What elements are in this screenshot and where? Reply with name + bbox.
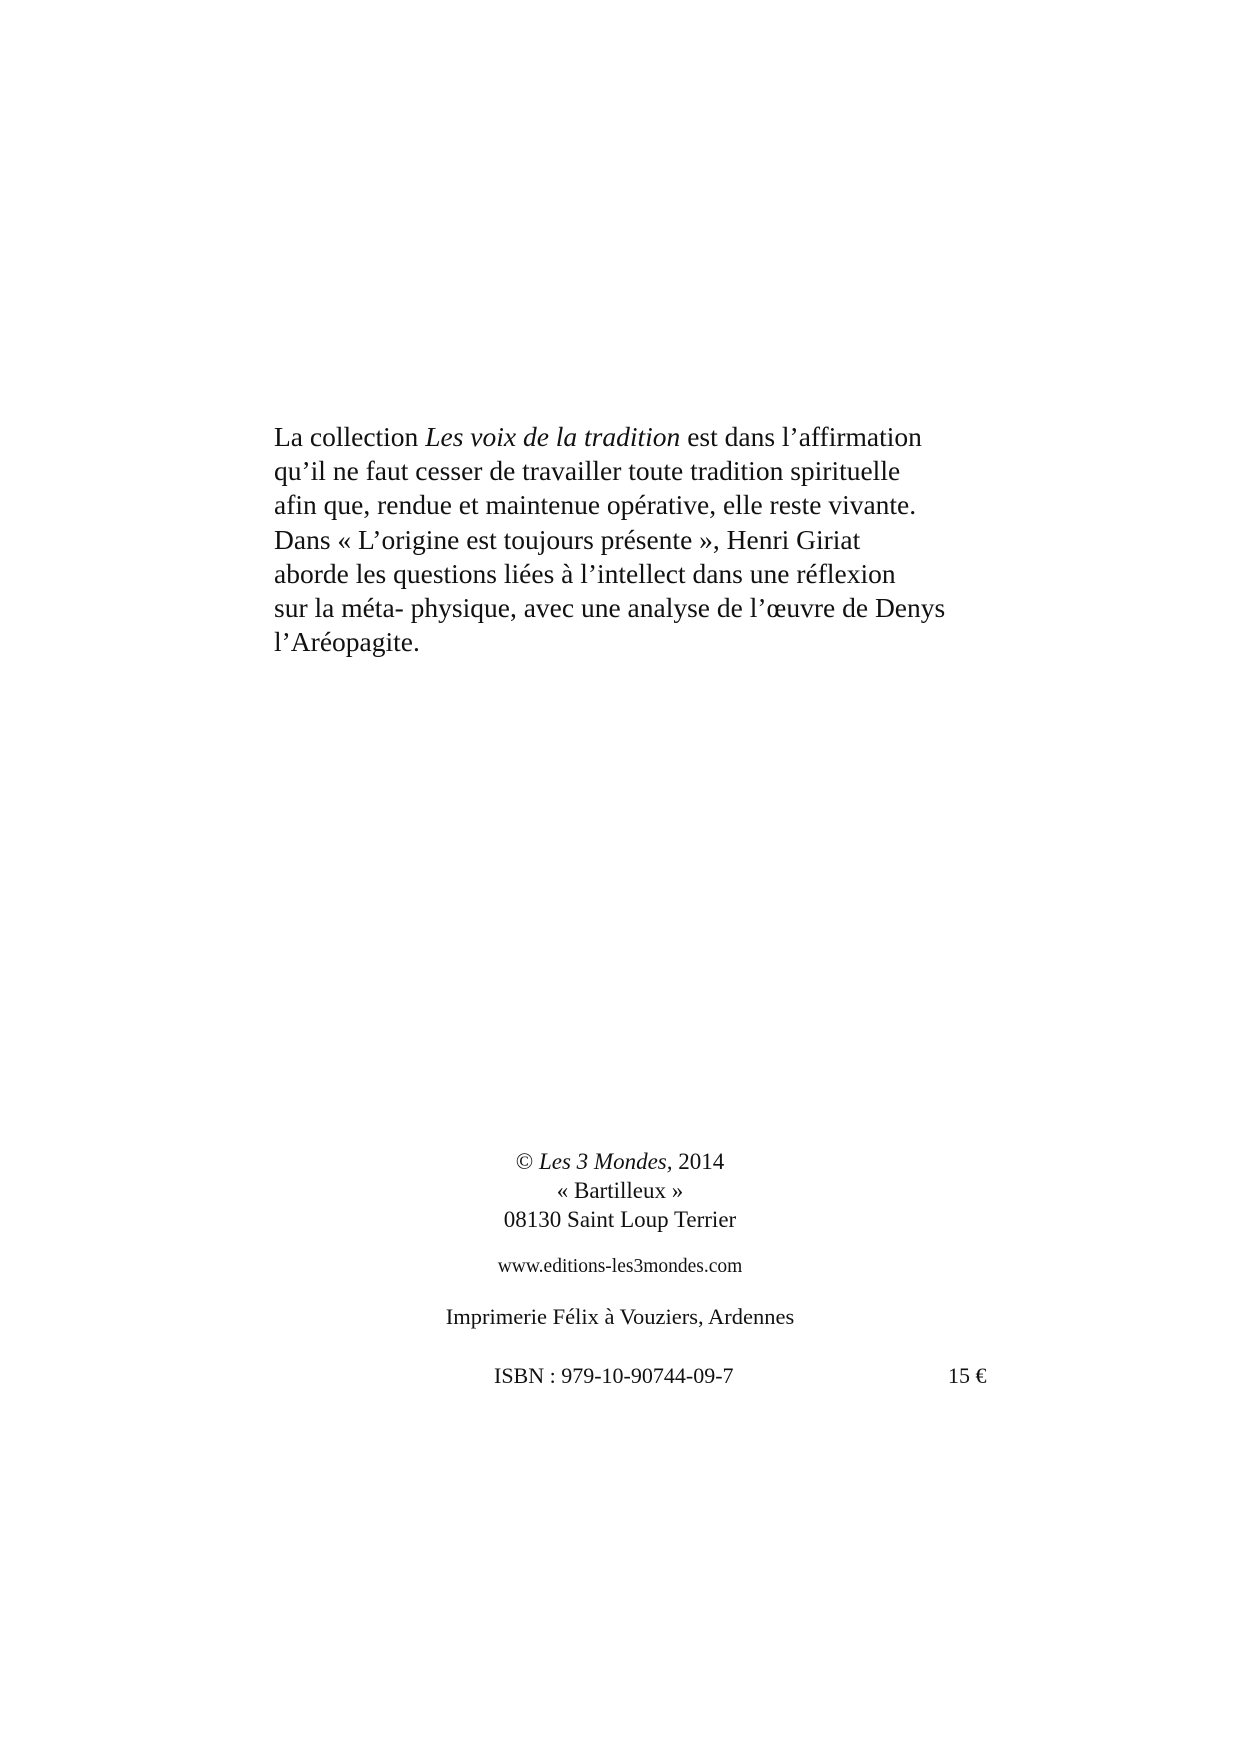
description-text: est dans l’affirmation <box>680 421 922 452</box>
description-line-1 <box>274 420 1014 454</box>
publisher-name: Les 3 Mondes, <box>538 1149 673 1174</box>
collection-description <box>274 420 1014 659</box>
description-text: La collection <box>274 421 426 452</box>
description-line-4: Dans « L’origine est toujours présente », Henri Giriat <box>274 523 861 555</box>
publication-year: 2014 <box>678 1149 725 1174</box>
description-line-6: sur la méta- physique, avec une analyse de l’œuvre de Denys <box>274 592 946 624</box>
publisher-website: www.editions-les3mondes.com <box>497 1256 743 1277</box>
publisher-address-line-1: « Bartilleux » <box>556 1178 684 1203</box>
publisher-address-line-2: 08130 Saint Loup Terrier <box>503 1207 737 1232</box>
description-line-2: qu’il ne faut cesser de travailler toute tradition spirituelle <box>274 455 901 487</box>
description-line-7: l’Aréopagite. <box>274 626 420 658</box>
description-line-5: aborde les questions liées à l’intellect dans une réflexion <box>274 557 896 589</box>
isbn-number: ISBN : 979-10-90744-09-7 <box>494 1363 734 1388</box>
description-line-3: afin que, rendue et maintenue opérative, elle reste vivante. <box>274 489 917 521</box>
collection-title: Les voix de la tradition <box>425 421 681 452</box>
book-price: 15 € <box>948 1363 987 1388</box>
copyright-notice <box>0 1147 1240 1176</box>
copyright-symbol: © <box>515 1149 534 1174</box>
printer-info: Imprimerie Félix à Vouziers, Ardennes <box>445 1304 795 1329</box>
